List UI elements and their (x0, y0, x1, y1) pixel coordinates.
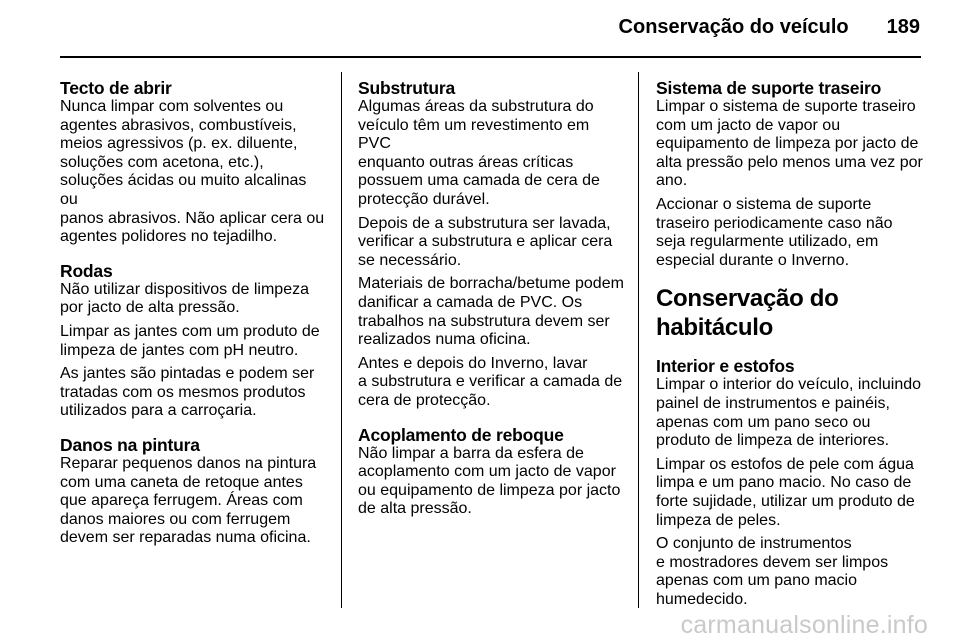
paragraph: Reparar pequenos danos na pintura com uma caneta de retoque antes que apareça ferrugem. Áreas com danos maiores ou com ferrugem devem ser reparadas numa oficina. (60, 454, 317, 547)
paragraph: Materiais de borracha/betume podem danificar a camada de PVC. Os trabalhos na substrutura devem ser realizados numa oficina. (358, 275, 624, 349)
page-number: 189 (886, 16, 920, 38)
paragraph: Nunca limpar com solventes ou agentes abrasivos, combustíveis, meios agressivos (p. ex. diluente, soluções com acetona, etc.), soluções ácidas ou muito alcalinas ou panos abrasivos. Não aplicar cera ou agentes polidores no tejadilho. (60, 98, 325, 246)
section-heading: Tecto de abrir (60, 78, 172, 98)
column-divider-1 (341, 72, 342, 608)
section-heading: Danos na pintura (60, 434, 200, 455)
page-header (619, 16, 920, 39)
section-underbody (358, 78, 624, 411)
column-2 (358, 78, 624, 533)
column-divider-2 (638, 72, 639, 608)
paragraph: O conjunto de instrumentos e mostradores devem ser limpos apenas com um pano macio humedecido. (656, 535, 889, 608)
paragraph: Limpar os estofos de pele com água limpa e um pano macio. No caso de forte sujidade, utilizar um produto de limpeza de peles. (656, 455, 915, 529)
paragraph: Limpar o sistema de suporte traseiro com um jacto de vapor ou equipamento de limpeza por jacto de alta pressão pelo menos uma vez por ano. (656, 98, 923, 190)
section-heading: Acoplamento de reboque (358, 424, 564, 445)
paragraph: Limpar o interior do veículo, incluindo painel de instrumentos e painéis, apenas com um pano seco ou produto de limpeza de interiores. (656, 376, 922, 450)
paragraph: Antes e depois do Inverno, lavar a substrutura e verificar a camada de cera de protecção. (358, 354, 623, 409)
section-rear-carrier (656, 78, 924, 270)
section-heading: Substrutura (358, 78, 455, 98)
page-title: Conservação do veículo (618, 16, 849, 38)
section-heading: Sistema de suporte traseiro (656, 78, 882, 98)
watermark: carmanualsonline.info (680, 611, 928, 639)
section-paint-damage (60, 435, 328, 548)
paragraph: Não limpar a barra da esfera de acoplamento com um jacto de vapor ou equipamento de limpeza por jacto de alta pressão. (358, 444, 621, 518)
section-towbar (358, 425, 624, 519)
paragraph: As jantes são pintadas e podem ser tratadas com os mesmos produtos utilizados para a carroçaria. (60, 365, 315, 420)
section-heading: Rodas (60, 260, 113, 281)
column-1 (60, 78, 328, 562)
section-wheels (60, 261, 328, 421)
paragraph: Algumas áreas da substrutura do veículo têm um revestimento em PVC enquanto outras áreas críticas possuem uma camada de cera de protecção durável. (358, 98, 600, 208)
column-3 (656, 78, 924, 623)
section-heading: Interior e estofos (656, 356, 795, 377)
chapter-heading: Conservação do habitáculo (656, 285, 839, 342)
paragraph: Não utilizar dispositivos de limpeza por jacto de alta pressão. (60, 280, 309, 317)
paragraph: Limpar as jantes com um produto de limpeza de jantes com pH neutro. (60, 322, 320, 359)
section-sunroof (60, 78, 328, 247)
paragraph: Depois de a substrutura ser lavada, verificar a substrutura e aplicar cera se necessário. (358, 214, 613, 269)
header-rule (60, 56, 921, 58)
section-interior (656, 356, 924, 609)
paragraph: Accionar o sistema de suporte traseiro periodicamente caso não seja regularmente utilizado, em especial durante o Inverno. (656, 195, 893, 269)
